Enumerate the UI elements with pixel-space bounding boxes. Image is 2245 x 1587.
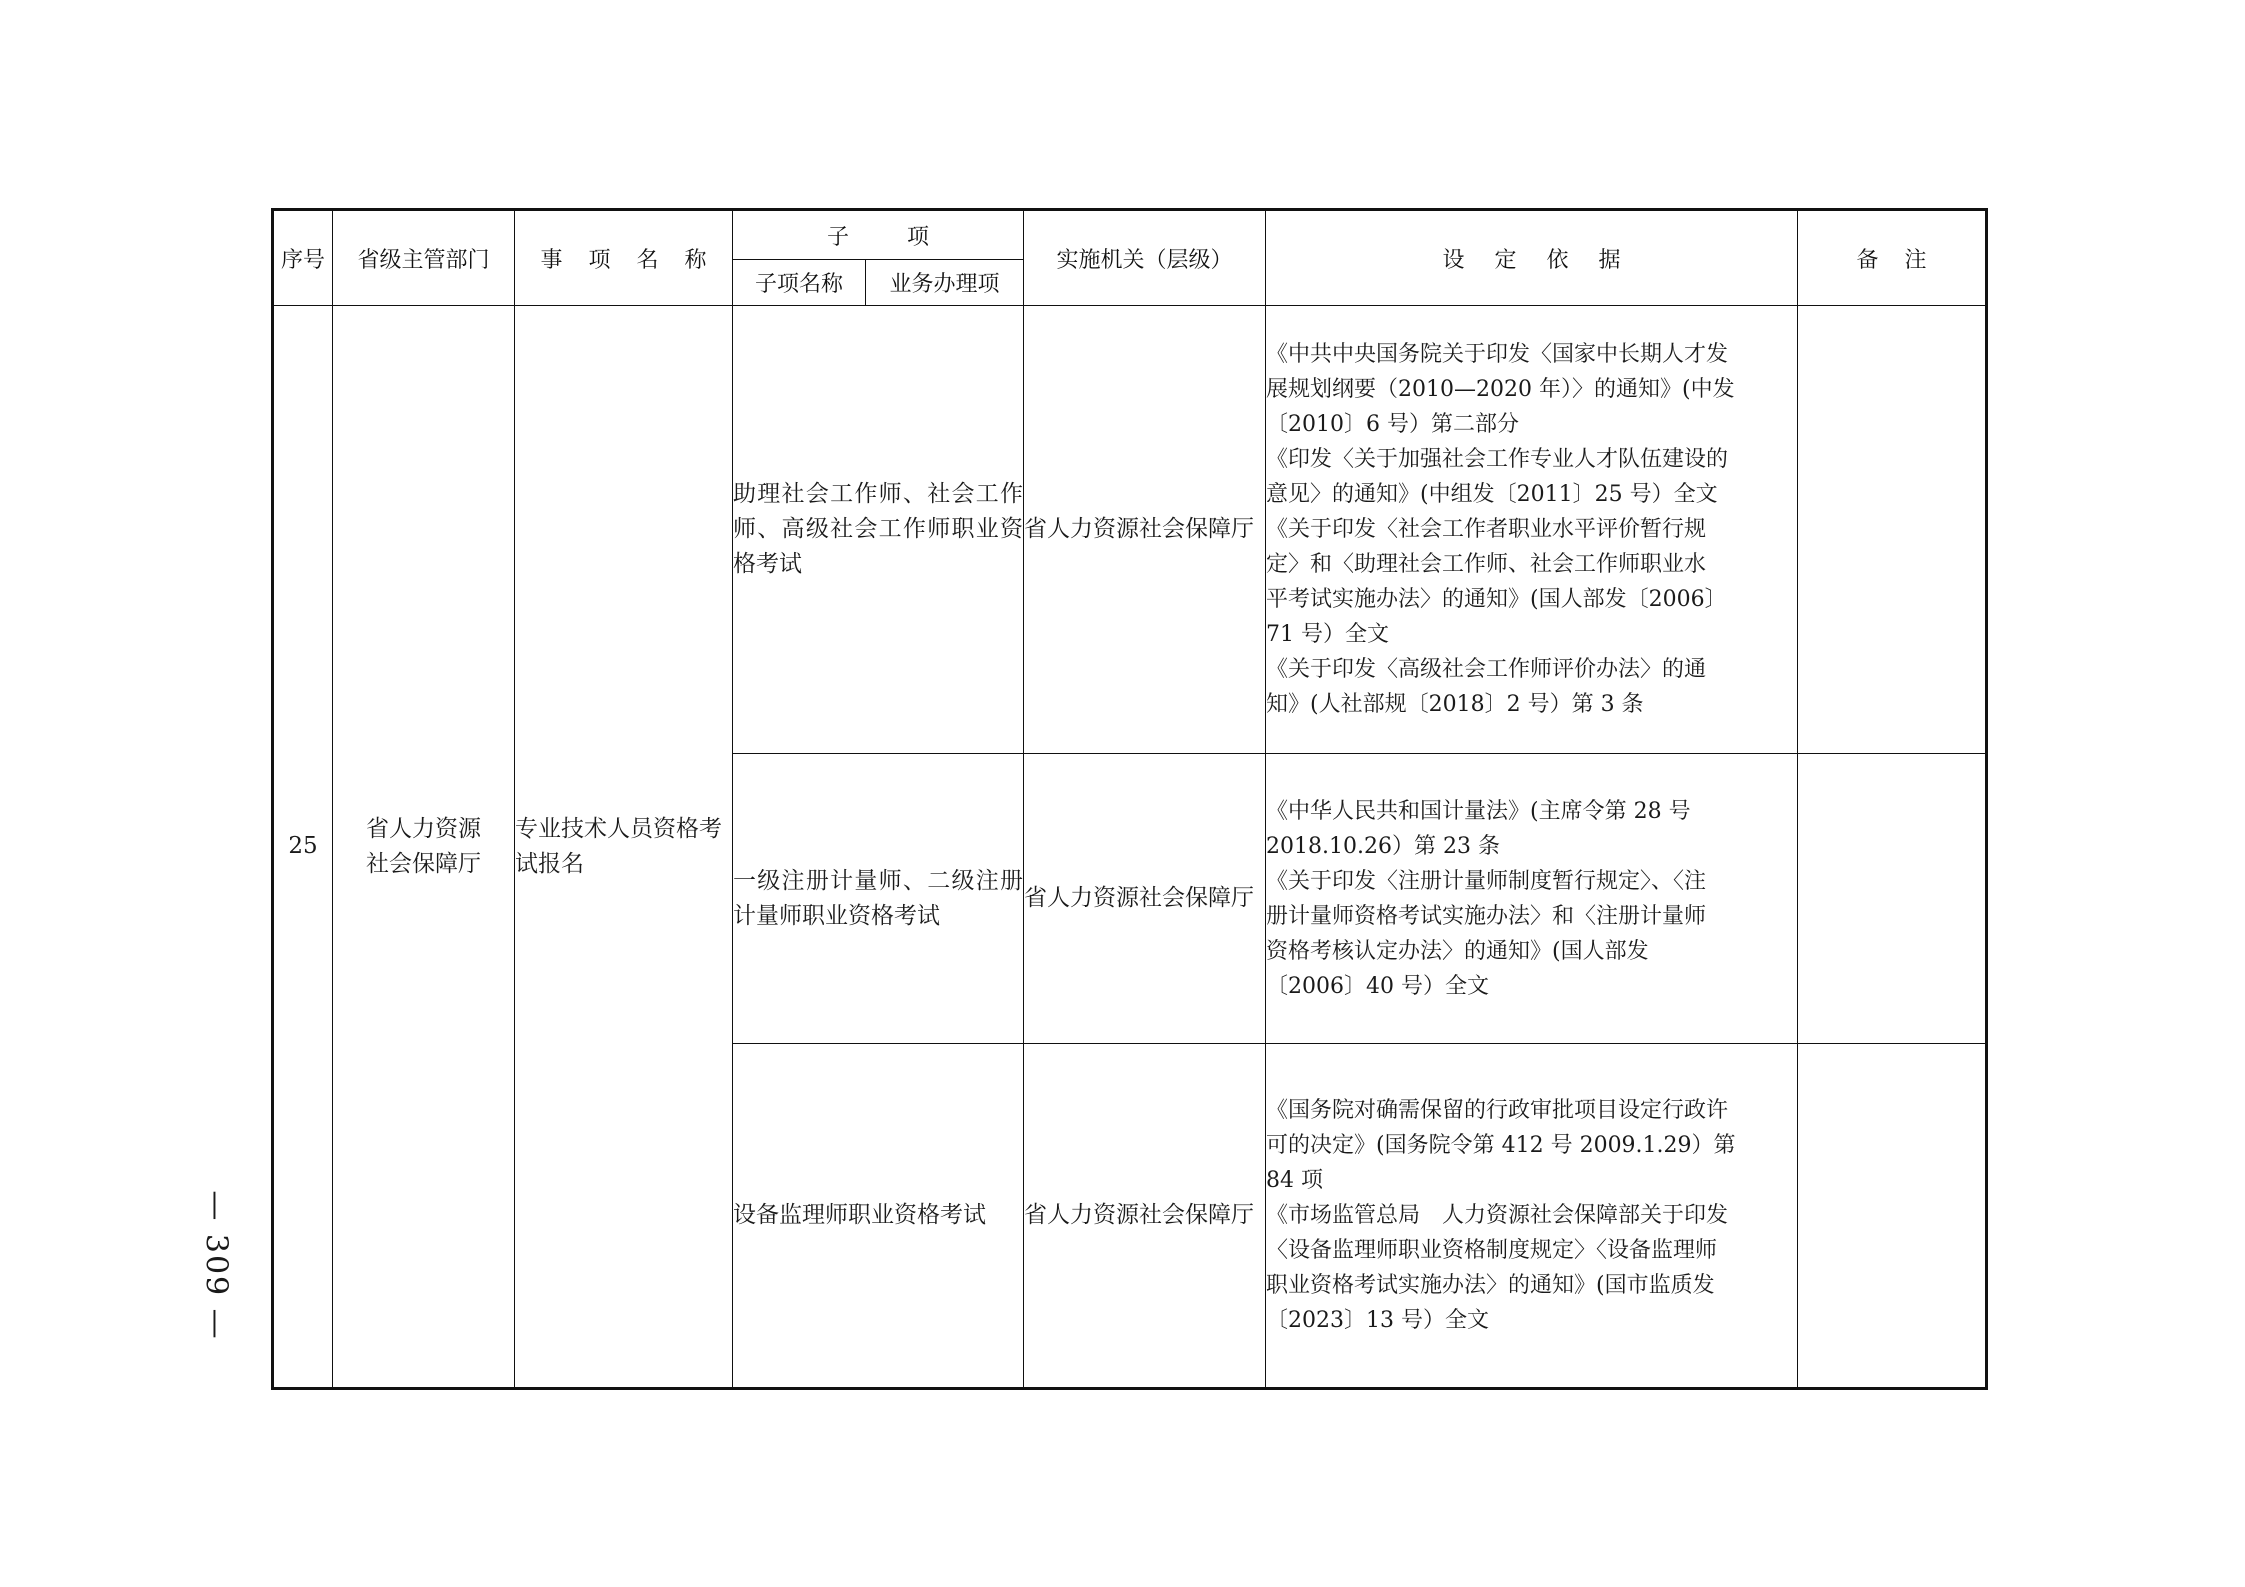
- basis-line: 资格考核认定办法〉的通知》(国人部发: [1266, 938, 1649, 964]
- item-name-cell: 专业技术人员资格考试报名: [515, 306, 733, 1389]
- header-agency: 实施机关（层级）: [1024, 210, 1266, 306]
- basis-line: 定〉和〈助理社会工作师、社会工作师职业水: [1266, 552, 1707, 577]
- remark-cell: [1798, 754, 1987, 1044]
- header-basis: 设定依据: [1266, 210, 1798, 306]
- basis-line: 职业资格考试实施办法〉的通知》(国市监质发: [1266, 1273, 1715, 1298]
- remark-cell: [1798, 1044, 1987, 1389]
- header-remark: 备注: [1798, 210, 1987, 306]
- basis-line: 〔2023〕13 号）全文: [1266, 1308, 1489, 1333]
- basis-line: 可的决定》(国务院令第 412 号 2009.1.29）第: [1266, 1133, 1736, 1158]
- header-item-name: 事项名称: [515, 210, 733, 306]
- header-dept: 省级主管部门: [333, 210, 515, 306]
- basis-cell: [1266, 306, 1798, 754]
- basis-line: 〔2010〕6 号）第二部分: [1266, 412, 1519, 437]
- basis-line: 《中共中央国务院关于印发〈国家中长期人才发: [1266, 342, 1729, 367]
- basis-line: 《关于印发〈高级社会工作师评价办法〉的通: [1266, 657, 1707, 682]
- agency-cell: 省人力资源社会保障厅: [1024, 1044, 1266, 1389]
- sub-item-name-cell: 助理社会工作师、社会工作师、高级社会工作师职业资格考试: [733, 306, 1024, 754]
- basis-cell: [1266, 1044, 1798, 1389]
- basis-line: 71 号）全文: [1266, 622, 1390, 647]
- basis-line: 意见〉的通知》(中组发〔2011〕25 号）全文: [1266, 482, 1718, 507]
- basis-line: 册计量师资格考试实施办法〉和〈注册计量师: [1266, 903, 1707, 929]
- administrative-items-table: [271, 208, 1988, 1390]
- basis-line: 〈设备监理师职业资格制度规定〉〈设备监理师: [1266, 1238, 1718, 1263]
- sub-item-name-cell: 一级注册计量师、二级注册计量师职业资格考试: [733, 754, 1024, 1044]
- basis-line: 〔2006〕40 号）全文: [1266, 973, 1489, 999]
- basis-line: 《关于印发〈社会工作者职业水平评价暂行规: [1266, 517, 1707, 542]
- basis-line: 展规划纲要（2010—2020 年）〉的通知》(中发: [1266, 377, 1735, 402]
- basis-line: 84 项: [1266, 1168, 1324, 1193]
- basis-line: 平考试实施办法〉的通知》(国人部发〔2006〕: [1266, 587, 1727, 612]
- basis-line: 《中华人民共和国计量法》(主席令第 28 号: [1266, 798, 1691, 824]
- basis-line: 2018.10.26）第 23 条: [1266, 833, 1500, 859]
- agency-cell: 省人力资源社会保障厅: [1024, 754, 1266, 1044]
- dept-cell: 省人力资源社会保障厅: [333, 306, 515, 1389]
- table-row: [273, 306, 1987, 754]
- remark-cell: [1798, 306, 1987, 754]
- sub-item-name-cell: 设备监理师职业资格考试: [733, 1044, 1024, 1389]
- basis-line: 《印发〈关于加强社会工作专业人才队伍建设的: [1266, 447, 1729, 472]
- basis-cell: [1266, 754, 1798, 1044]
- page-number: — 309 —: [198, 1189, 234, 1341]
- basis-line: 《关于印发〈注册计量师制度暂行规定〉、〈注: [1266, 868, 1707, 894]
- basis-line: 《市场监管总局 人力资源社会保障部关于印发: [1266, 1203, 1729, 1228]
- header-sub-item-name: 子项名称: [733, 260, 866, 306]
- header-business-item: 业务办理项: [866, 260, 1024, 306]
- basis-line: 《国务院对确需保留的行政审批项目设定行政许: [1266, 1098, 1729, 1123]
- seq-cell: 25: [273, 306, 333, 1389]
- agency-cell: 省人力资源社会保障厅: [1024, 306, 1266, 754]
- header-seq: 序号: [273, 210, 333, 306]
- header-sub-item: 子项: [733, 210, 1024, 260]
- basis-line: 知》(人社部规〔2018〕2 号）第 3 条: [1266, 692, 1644, 717]
